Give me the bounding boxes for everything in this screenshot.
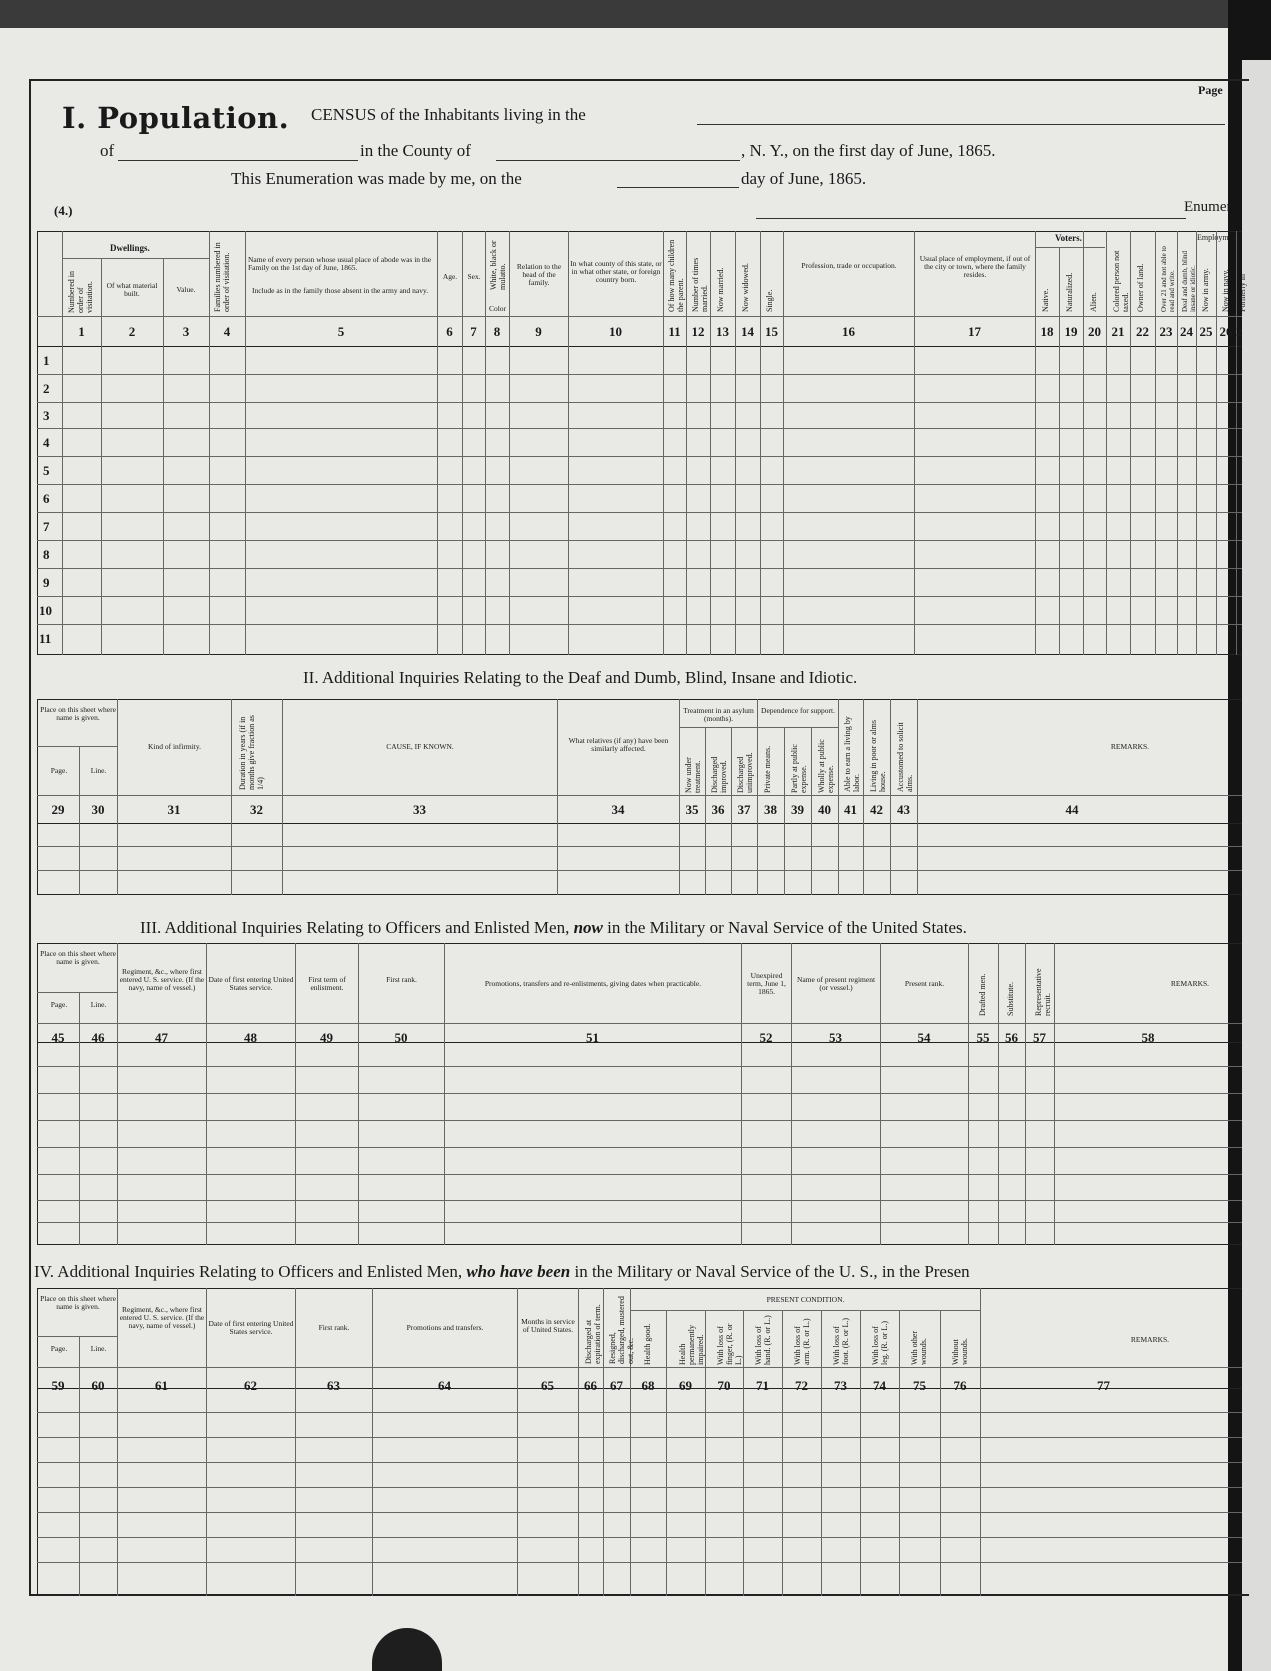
col-num: 72: [795, 1378, 808, 1393]
col-children: Of how many children the parent.: [667, 239, 685, 312]
s4-months: Months in service of United States.: [521, 1317, 575, 1334]
s4-present-condition: PRESENT CONDITION.: [766, 1295, 845, 1304]
s2-remarks: REMARKS.: [1110, 742, 1150, 751]
col-num: 31: [167, 802, 181, 817]
s4-place: Place on this sheet where name is given.: [40, 1294, 116, 1311]
s3-page: Page.: [50, 1000, 68, 1009]
s2-vcol: Wholly at public expense.: [817, 739, 835, 793]
s2-cause: CAUSE, IF KNOWN.: [386, 742, 454, 751]
col-name: Name of every person whose usual place of abode was in the Family on the 1st day of June, 1865.: [248, 255, 432, 272]
col-num: 17: [968, 324, 981, 339]
s4-vcol: With loss of leg. (R. or L.): [871, 1321, 889, 1365]
row-number: 2: [43, 381, 50, 396]
col-num: 76: [953, 1378, 967, 1393]
date-line: , N. Y., on the first day of June, 1865.: [741, 141, 996, 160]
s2-treatment: Treatment in an asylum (months).: [683, 706, 754, 723]
row-number: 11: [39, 631, 52, 646]
s3-line: Line.: [90, 1000, 107, 1009]
col-num: 55: [976, 1030, 990, 1045]
col-num: 10: [609, 324, 622, 339]
col-value: Value.: [176, 285, 196, 294]
s4-vcol: With other wounds.: [910, 1330, 928, 1365]
section4-title-em: who have been: [466, 1262, 571, 1281]
col-relation: Relation to the head of the family.: [516, 262, 562, 287]
s3-remarks: REMARKS.: [1170, 979, 1210, 988]
col-num: 34: [611, 802, 625, 817]
col-single: Single.: [765, 289, 774, 312]
col-num: 16: [842, 324, 855, 339]
col-native: Native.: [1041, 288, 1050, 312]
row-number: 1: [43, 353, 50, 368]
col-num: 20: [1088, 324, 1101, 339]
s4-vcol: Health permanently impaired.: [678, 1325, 705, 1365]
col-families: Families numbered in order of visitation.: [213, 242, 231, 312]
s4-vcol: With loss of foot. (R. or L.): [832, 1317, 850, 1365]
census-line: CENSUS of the Inhabitants living in the: [311, 105, 586, 124]
col-alien: Alien.: [1089, 292, 1098, 312]
col-num: 61: [155, 1378, 168, 1393]
row-number: 5: [43, 463, 50, 478]
col-num: 64: [438, 1378, 451, 1393]
col-num: 46: [91, 1030, 105, 1045]
s2-line: Line.: [90, 766, 107, 775]
col-num: 38: [764, 802, 777, 817]
s2-kind: Kind of infirmity.: [147, 742, 202, 751]
s3-unexpired: Unexpired term, June 1, 1865.: [747, 971, 786, 996]
s4-vcol: With loss of arm. (R. or L.): [793, 1318, 811, 1365]
col-num: 42: [870, 802, 883, 817]
col-num: 2: [1236, 324, 1242, 339]
s2-vcol: Now under treatment.: [684, 757, 702, 793]
s2-dependence: Dependence for support.: [761, 706, 835, 715]
section3-title-em: now: [573, 918, 603, 937]
row-number: 6: [43, 491, 50, 506]
col-num: 63: [327, 1378, 340, 1393]
col-num: 41: [844, 802, 857, 817]
s2-vcol: Living in poor or alms house.: [869, 720, 887, 792]
dwellings-label: Dwellings.: [110, 243, 150, 253]
col-sex: Sex.: [467, 272, 481, 281]
county-field[interactable]: [496, 160, 740, 161]
s4-page: Page.: [50, 1344, 68, 1353]
s3-present-rank: Present rank.: [904, 979, 945, 988]
col-deaf-dumb: Deaf and dumb, blind insane or idiotic.: [1181, 250, 1197, 312]
col-num: 3: [182, 324, 190, 339]
s4-promotions: Promotions and transfers.: [406, 1323, 484, 1332]
col-colored-not-taxed: Colored person not taxed.: [1112, 250, 1130, 312]
col-num: 40: [818, 802, 831, 817]
col-num: 69: [679, 1378, 692, 1393]
s3-date-first: Date of first entering United States service.: [208, 975, 294, 992]
col-num: 22: [1136, 324, 1149, 339]
s3-representative: Representative recruit.: [1034, 968, 1052, 1016]
col-now-army: Now in army.: [1201, 268, 1210, 312]
col-num: 6: [446, 324, 453, 339]
col-now-widowed: Now widowed.: [741, 263, 750, 312]
col-num: 36: [711, 802, 725, 817]
of-label: of: [100, 141, 115, 160]
s4-vcol: Without wounds.: [951, 1338, 969, 1365]
row-number: 10: [39, 603, 52, 618]
enumeration-label: This Enumeration was made by me, on the: [231, 169, 522, 188]
col-num: 15: [765, 324, 778, 339]
s3-regiment: Regiment, &c., where first entered U. S. service. (If the navy, name of vessel.): [119, 967, 205, 992]
col-num: 23: [1159, 324, 1173, 339]
s2-place: Place on this sheet where name is given.: [40, 705, 116, 722]
col-num: 24: [1180, 324, 1193, 339]
col-color-label: Color: [488, 304, 507, 313]
s2-vcol: Private means.: [763, 745, 772, 793]
col-numbered-visitation: Numbered in order of visitation.: [67, 271, 94, 313]
col-num: 54: [917, 1030, 931, 1045]
row-number: 7: [43, 519, 50, 534]
col-num: 75: [913, 1378, 926, 1393]
form-title: I. Population.: [62, 101, 290, 135]
col-birthplace: In what county of this state, or in what other state, or foreign country born.: [570, 259, 662, 284]
section4-title-b: in the Military or Naval Service of the U. S., in the Presen: [574, 1262, 970, 1281]
col-color: White, black or mulatto.: [489, 240, 507, 290]
s4-date-first: Date of first entering United States service.: [208, 1319, 294, 1336]
s2-vcol: Discharged improved.: [710, 756, 728, 793]
col-num: 13: [716, 324, 729, 339]
col-formerly: Formerly in: [1238, 274, 1247, 312]
s2-vcol: Partly at public expense.: [790, 744, 808, 793]
col-num: 49: [320, 1030, 333, 1045]
col-num: 57: [1033, 1030, 1046, 1045]
section3-title-a: III. Additional Inquiries Relating to Officers and Enlisted Men,: [140, 918, 570, 937]
section4-title: [34, 1262, 970, 1282]
s4-vcol: Health good.: [643, 1323, 652, 1365]
employment-label: Employment: [1197, 233, 1239, 242]
col-num: 66: [584, 1378, 597, 1393]
s2-vcol: Accustomed to solicit alms.: [896, 722, 914, 792]
s2-page: Page.: [50, 766, 68, 775]
row-number: 9: [43, 575, 50, 590]
col-naturalized: Naturalized.: [1065, 272, 1074, 312]
col-num: 73: [834, 1378, 847, 1393]
s2-relatives: What relatives (if any) have been similarly affected.: [568, 736, 669, 753]
s2-vcol: Able to earn a living by labor.: [843, 716, 861, 792]
col-num: 43: [897, 802, 910, 817]
col-name-note: Include as in the family those absent in the army and navy.: [252, 286, 429, 295]
col-num: 32: [250, 802, 263, 817]
col-num: 19: [1064, 324, 1078, 339]
col-num: 29: [51, 802, 65, 817]
col-num: 1: [78, 324, 85, 339]
section3-title-b: in the Military or Naval Service of the United States.: [607, 918, 967, 937]
col-num: 11: [668, 324, 681, 339]
row-number: 4: [43, 435, 50, 450]
col-material: Of what material built.: [106, 281, 158, 298]
col-num: 52: [759, 1030, 773, 1045]
col-num: 47: [155, 1030, 168, 1045]
section2-title: II. Additional Inquiries Relating to the Deaf and Dumb, Blind, Insane and Idiotic.: [303, 668, 858, 687]
col-not-read-write: Over 21 and not able to read and write.: [1160, 246, 1176, 312]
col-now-married: Now married.: [716, 267, 725, 312]
col-num: 14: [741, 324, 754, 339]
col-num: 67: [610, 1378, 623, 1393]
col-num: 30: [91, 802, 105, 817]
section4-title-a: IV. Additional Inquiries Relating to Officers and Enlisted Men,: [34, 1262, 463, 1281]
col-num: 35: [685, 802, 699, 817]
enumeration-day-field[interactable]: [617, 187, 739, 188]
s3-present-regiment: Name of present regiment (or vessel.): [796, 975, 876, 992]
col-now-navy: Now in navy.: [1221, 269, 1230, 312]
col-num: 33: [413, 802, 426, 817]
col-num: 21: [1111, 324, 1125, 339]
col-num: 7: [470, 324, 477, 339]
col-num: 5: [337, 324, 345, 339]
s4-first-rank: First rank.: [318, 1323, 350, 1332]
col-num: 12: [691, 324, 705, 339]
page-code: (4.): [54, 203, 73, 218]
col-num: 56: [1005, 1030, 1018, 1045]
col-num: 37: [737, 802, 751, 817]
col-num: 62: [244, 1378, 257, 1393]
s4-vcol: With loss of finger, (R. or L.): [716, 1323, 743, 1365]
enumerator-field[interactable]: [756, 218, 1186, 219]
col-num: 58: [1141, 1030, 1155, 1045]
voters-label: Voters.: [1055, 233, 1082, 243]
page-label: Page: [1198, 83, 1223, 97]
row-number: 3: [43, 408, 50, 423]
col-profession: Profession, trade or occupation.: [801, 261, 897, 270]
s4-vcol: Resigned, discharged, mustered out, &c.: [608, 1296, 635, 1364]
col-num: 26: [1219, 324, 1233, 339]
row-number: 8: [43, 547, 50, 562]
col-num: 77: [1097, 1378, 1110, 1393]
col-num: 2: [128, 324, 136, 339]
col-num: 18: [1040, 324, 1054, 339]
s3-drafted: Drafted men.: [978, 973, 987, 1016]
col-num: 45: [51, 1030, 65, 1045]
s4-regiment: Regiment, &c., where first entered U. S. service. (If the navy, name of vessel.): [119, 1305, 205, 1330]
enumeration-date: day of June, 1865.: [741, 169, 867, 188]
s2-duration: Duration in years (if in months give fraction as 1/4): [238, 715, 265, 790]
col-num: 44: [1065, 802, 1079, 817]
s4-line: Line.: [90, 1344, 107, 1353]
col-owner-land: Owner of land.: [1136, 263, 1145, 312]
county-label: in the County of: [360, 141, 471, 160]
col-num: 25: [1199, 324, 1213, 339]
col-num: 4: [223, 324, 231, 339]
s3-substitute: Substitute.: [1006, 981, 1015, 1016]
col-times-married: Number of times married.: [691, 257, 709, 312]
col-num: 51: [586, 1030, 599, 1045]
s4-vcol: With loss of hand. (R. or L.): [754, 1315, 772, 1365]
town-field[interactable]: [697, 124, 1225, 125]
s2-vcol: Discharged unimproved.: [736, 752, 754, 793]
col-num: 71: [756, 1378, 769, 1393]
col-num: 39: [791, 802, 804, 817]
col-num: 74: [873, 1378, 886, 1393]
col-num: 65: [541, 1378, 554, 1393]
s3-first-term: First term of enlistment.: [308, 975, 346, 992]
s3-place: Place on this sheet where name is given.: [40, 949, 116, 966]
col-num: 60: [91, 1378, 105, 1393]
s3-first-rank: First rank.: [386, 975, 417, 984]
col-num: 68: [641, 1378, 655, 1393]
col-num: 50: [394, 1030, 408, 1045]
s4-remarks: REMARKS.: [1130, 1335, 1170, 1344]
enumerator-label: Enumer: [1184, 199, 1232, 215]
col-num: 8: [493, 324, 501, 339]
section3-title: [140, 918, 967, 938]
town-name-field[interactable]: [118, 160, 358, 161]
col-num: 9: [535, 324, 542, 339]
col-num: 59: [51, 1378, 65, 1393]
col-num: 48: [244, 1030, 257, 1045]
col-num: 70: [717, 1378, 731, 1393]
col-age: Age.: [442, 272, 458, 281]
col-place-employment: Usual place of employment, if out of the city or town, where the family resides.: [919, 254, 1031, 279]
col-num: 53: [829, 1030, 842, 1045]
s3-promotions: Promotions, transfers and re-enlistments, giving dates when practicable.: [484, 979, 702, 988]
s4-vcol: Discharged at expiration of term.: [584, 1304, 602, 1364]
